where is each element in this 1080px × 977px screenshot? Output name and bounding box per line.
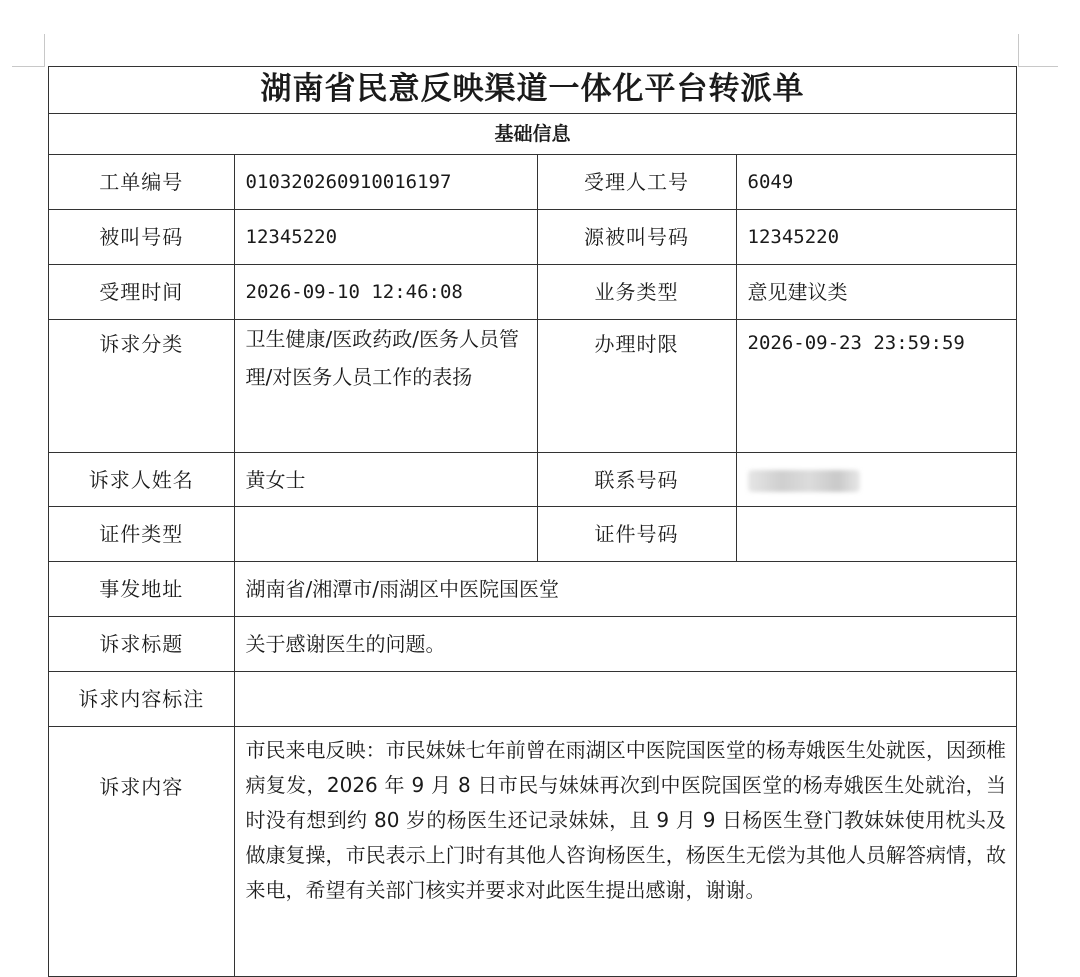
handler-id-value: 6049 bbox=[736, 155, 1016, 210]
form-title: 湖南省民意反映渠道一体化平台转派单 bbox=[49, 67, 1016, 114]
phone-value-redacted bbox=[736, 453, 1016, 507]
field-label: 源被叫号码 bbox=[537, 210, 736, 265]
field-label: 被叫号码 bbox=[49, 210, 234, 265]
order-number-value: 010320260910016197 bbox=[234, 155, 537, 210]
margin-guide bbox=[12, 66, 45, 67]
address-value: 湖南省/湘潭市/雨湖区中医院国医堂 bbox=[234, 562, 1016, 617]
id-type-value bbox=[234, 507, 537, 562]
petitioner-name-value: 黄女士 bbox=[234, 453, 537, 507]
category-value: 卫生健康/医政药政/医务人员管理/对医务人员工作的表扬 bbox=[234, 320, 537, 453]
margin-guide bbox=[1018, 34, 1019, 67]
field-label: 诉求内容 bbox=[49, 727, 234, 977]
subject-value: 关于感谢医生的问题。 bbox=[234, 617, 1016, 672]
field-label: 诉求人姓名 bbox=[49, 453, 234, 507]
field-label: 工单编号 bbox=[49, 155, 234, 210]
content-value: 市民来电反映：市民妹妹七年前曾在雨湖区中医院国医堂的杨寿娥医生处就医，因颈椎病复发，2026 年 9 月 8 日市民与妹妹再次到中医院国医堂的杨寿娥医生处就治，当时没有想到约 80 岁的杨医生还记录妹妹，且 9 月 9 日杨医生登门教妹妹使用枕头及做康复操，市民表示上门时有其他人咨询杨医生，杨医生无偿为其他人员解答病情，故来电，希望有关部门核实并要求对此医生提出感谢，谢谢。 bbox=[234, 727, 1016, 977]
source-called-number-value: 12345220 bbox=[736, 210, 1016, 265]
field-label: 联系号码 bbox=[537, 453, 736, 507]
section-heading: 基础信息 bbox=[49, 114, 1016, 155]
business-type-value: 意见建议类 bbox=[736, 265, 1016, 320]
called-number-value: 12345220 bbox=[234, 210, 537, 265]
field-label: 证件类型 bbox=[49, 507, 234, 562]
field-label: 证件号码 bbox=[537, 507, 736, 562]
field-label: 受理人工号 bbox=[537, 155, 736, 210]
id-number-value bbox=[736, 507, 1016, 562]
field-label: 诉求分类 bbox=[49, 320, 234, 453]
redacted-blur bbox=[748, 470, 860, 492]
field-label: 业务类型 bbox=[537, 265, 736, 320]
field-label: 受理时间 bbox=[49, 265, 234, 320]
field-label: 诉求内容标注 bbox=[49, 672, 234, 727]
form-table bbox=[49, 67, 1016, 977]
field-label: 诉求标题 bbox=[49, 617, 234, 672]
accept-time-value: 2026-09-10 12:46:08 bbox=[234, 265, 537, 320]
content-note-value bbox=[234, 672, 1016, 727]
dispatch-form bbox=[48, 66, 1017, 977]
field-label: 事发地址 bbox=[49, 562, 234, 617]
margin-guide bbox=[1018, 66, 1058, 67]
deadline-value: 2026-09-23 23:59:59 bbox=[736, 320, 1016, 453]
margin-guide bbox=[44, 34, 45, 67]
field-label: 办理时限 bbox=[537, 320, 736, 453]
